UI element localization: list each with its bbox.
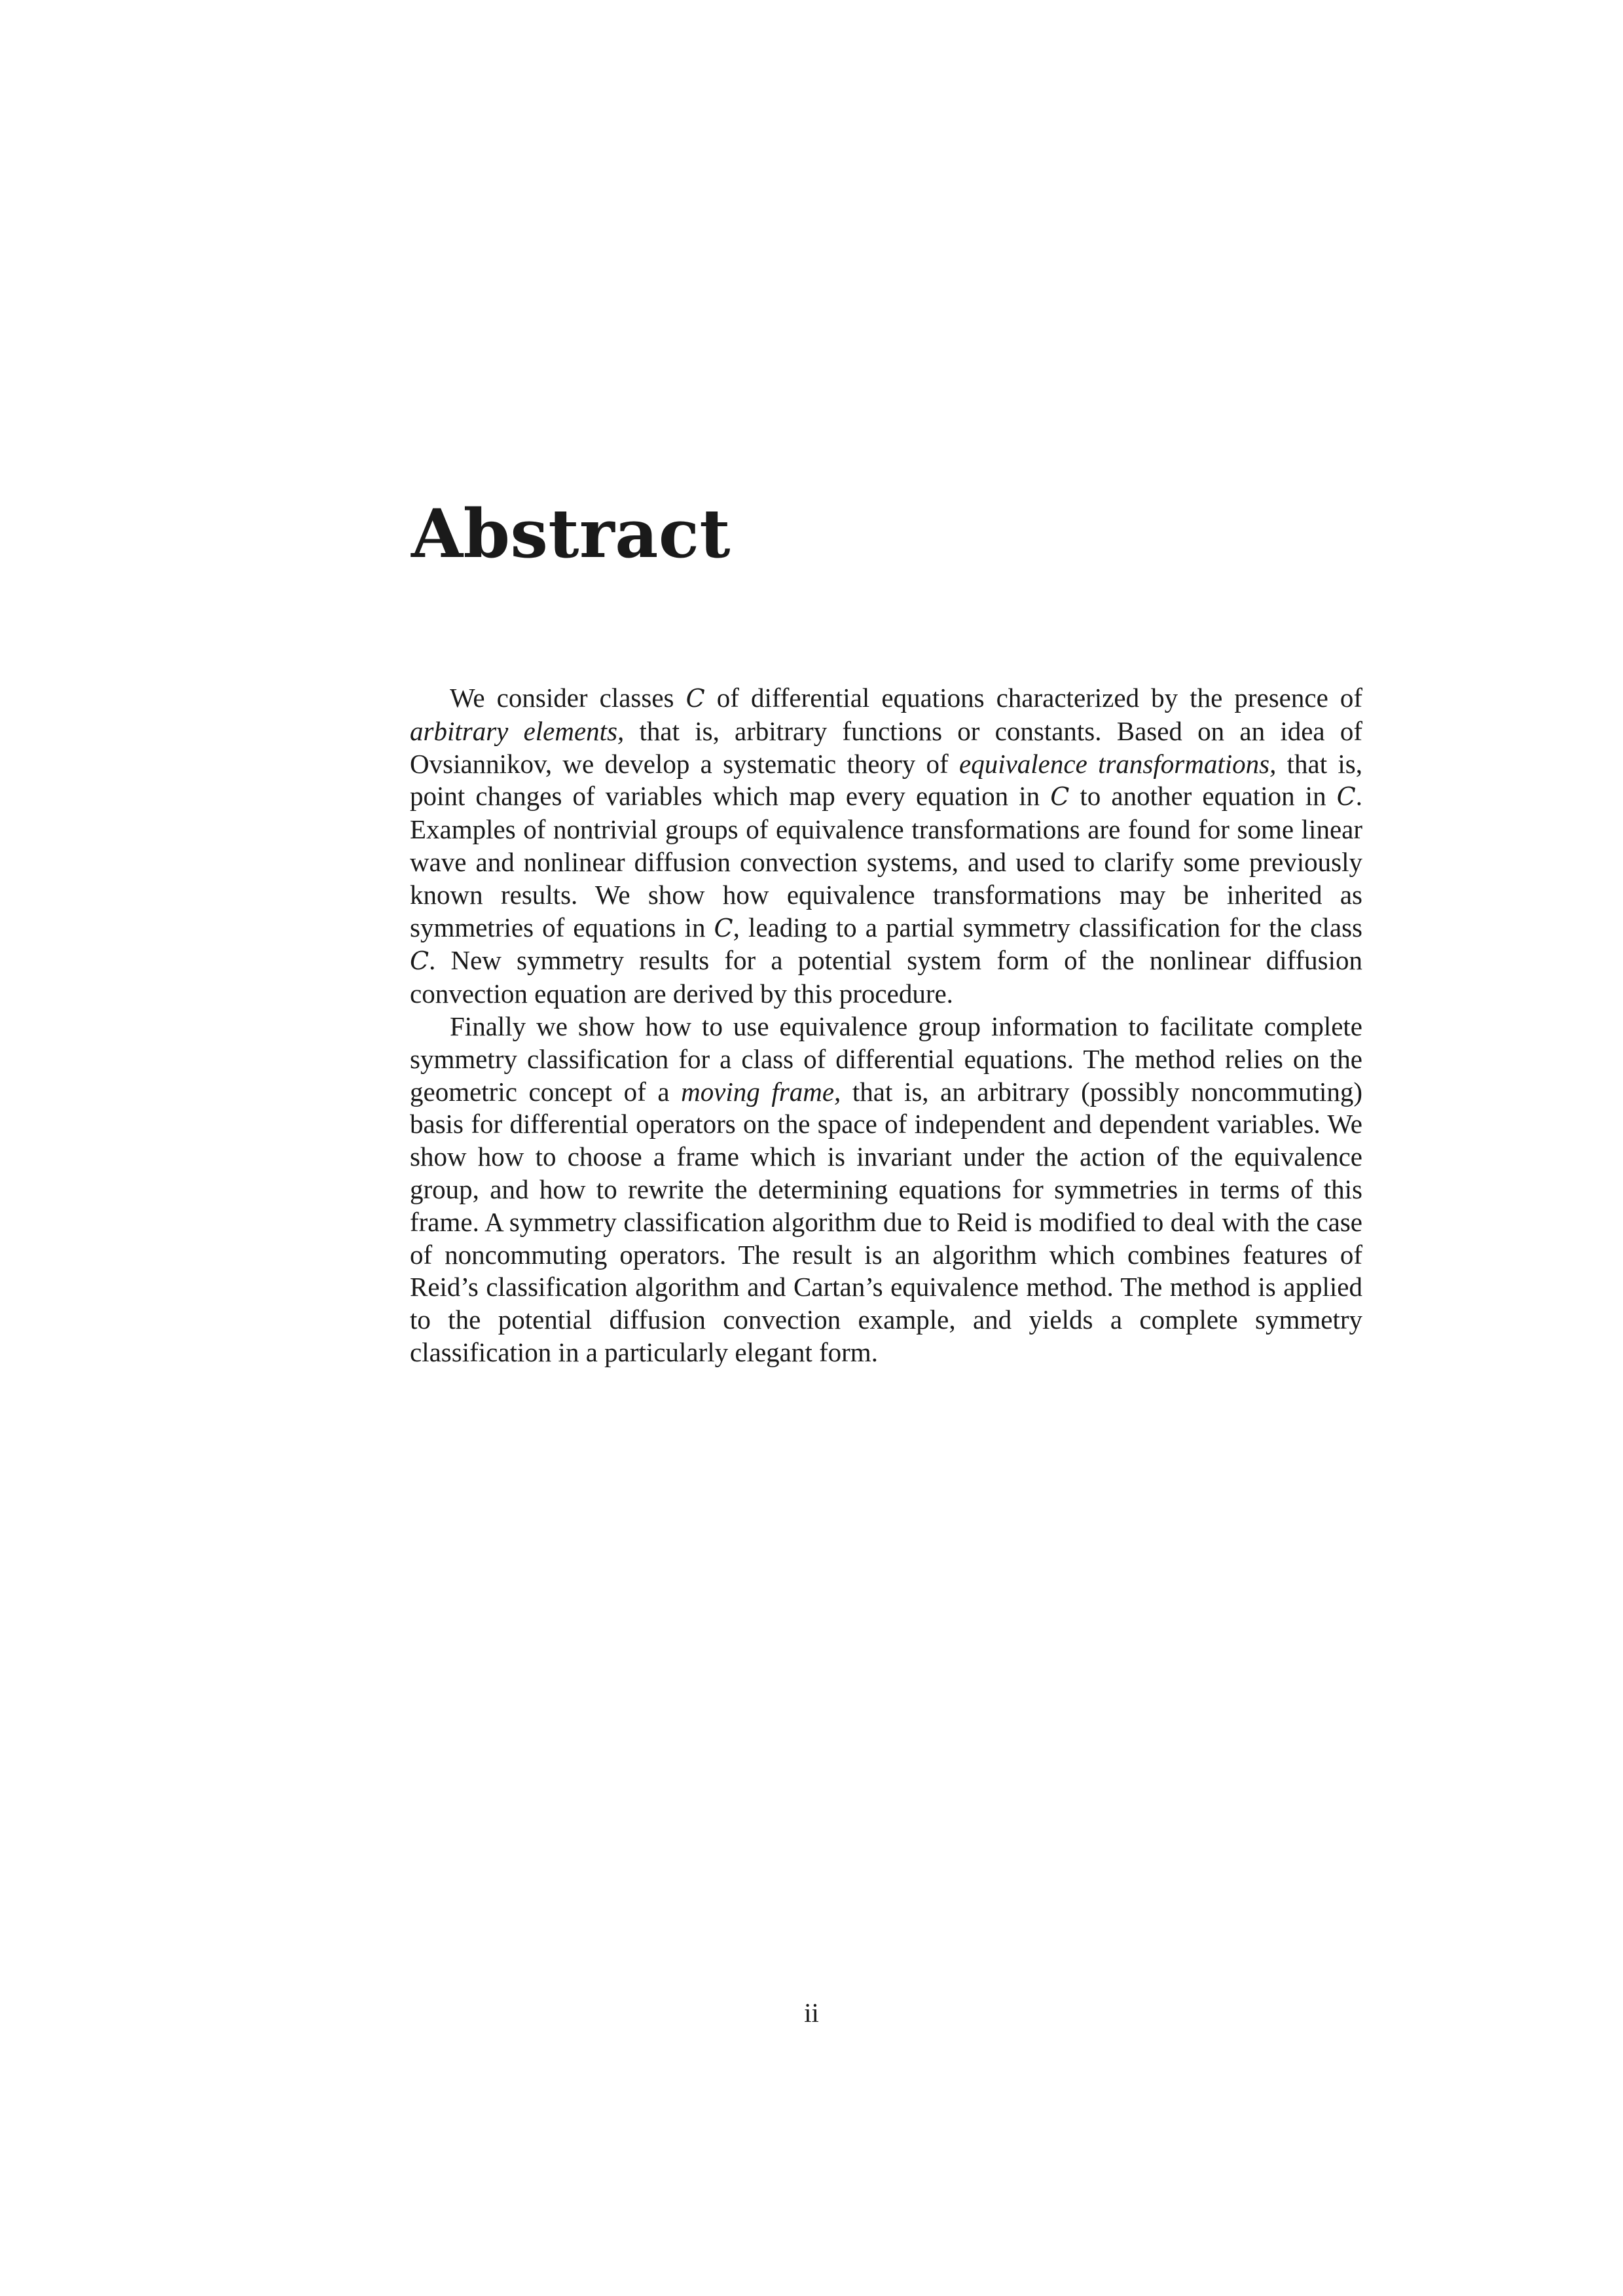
text-span: that is, arbitrary functions or constants. Based on an idea of Ovsiannikov, we develop a systematic theory of: [410, 715, 1362, 779]
text-span: to another equation in: [1069, 781, 1337, 812]
text-span: of differential equations characterized by the presence of: [704, 683, 1363, 713]
text-span: Finally we show how to use equivalence group information to facilitate complete symmetry classification for a class of differential equations. The method relies on the geometric concept of a: [410, 1011, 1362, 1107]
emphasis-arbitrary-elements: arbitrary elements,: [410, 715, 625, 746]
text-span: that is, an arbitrary (possibly noncommuting) basis for differential operators on the space of independent and dependent variables. We show how to choose a frame which is invariant under the action of the equivalence group, and how to rewrite the determining equations for symmetries in terms of this frame. A symmetry classification algorithm due to Reid is modified to deal with the case of noncommuting operators. The result is an algorithm which combines features of Reid’s classification algorithm and Cartan’s equivalence method. The method is applied to the potential diffusion convection example, and yields a complete symmetry classification in a particularly elegant form.: [410, 1076, 1362, 1367]
text-span: We consider classes: [450, 683, 686, 713]
text-span: . Examples of nontrivial groups of equivalence transformations are found for some linear wave and nonlinear diffusion convection systems, and used to clarify some previously known results. We show how equivalence transformations may be inherited as symmetries of equations in: [410, 781, 1362, 942]
abstract-body: [410, 682, 1362, 1369]
text-span: that is, point changes of variables which map every equation in: [410, 748, 1363, 812]
text-span: , leading to a partial symmetry classification for the class: [733, 912, 1363, 942]
page-number: ii: [804, 1998, 819, 2028]
abstract-heading: Abstract: [411, 495, 731, 573]
emphasis-equivalence-transformations: equivalence transformations,: [959, 748, 1277, 779]
class-symbol-c: C: [1336, 782, 1356, 812]
emphasis-moving-frame: moving frame,: [681, 1076, 841, 1107]
class-symbol-c: C: [410, 946, 429, 976]
class-symbol-c: C: [685, 684, 705, 713]
class-symbol-c: C: [1050, 782, 1070, 812]
text-span: . New symmetry results for a potential system form of the nonlinear diffusion convection equation are derived by this procedure.: [410, 945, 1362, 1009]
class-symbol-c: C: [714, 913, 733, 942]
abstract-paragraph-2: [410, 1011, 1362, 1369]
abstract-paragraph-1: [410, 682, 1362, 1011]
